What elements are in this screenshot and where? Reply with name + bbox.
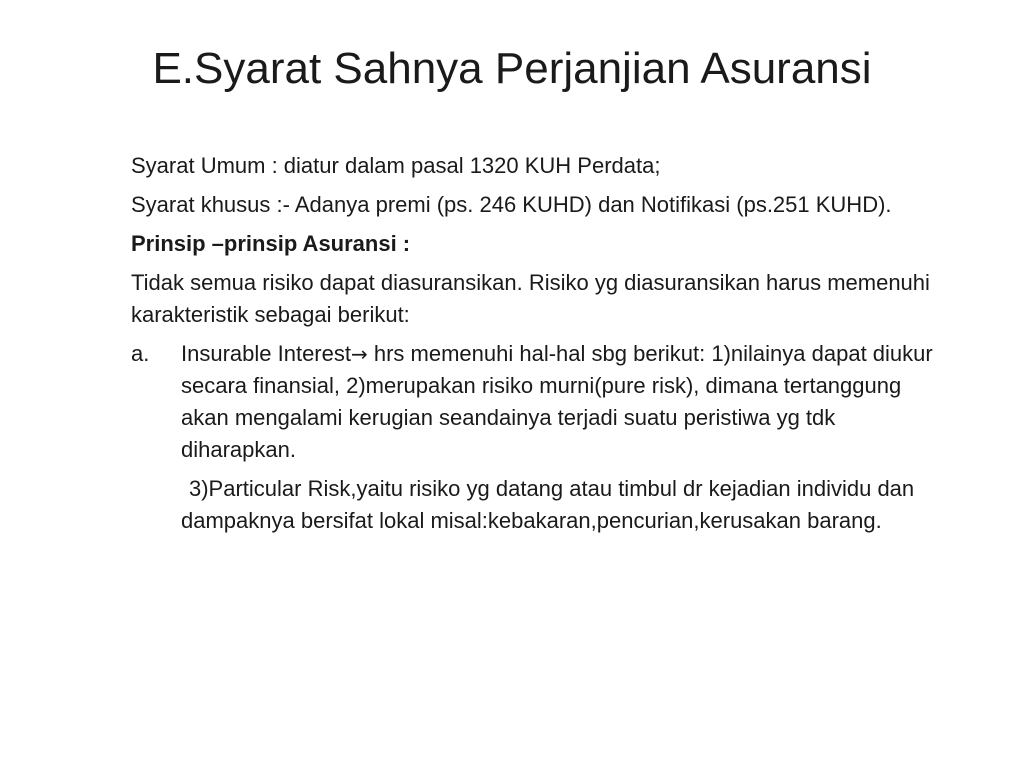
insurable-interest-text: hrs memenuhi hal-hal sbg berikut: 1)nilainya dapat diukur secara finansial, 2)merupakan risiko murni(pure risk), dimana tertanggung akan mengalami kerugian seandainya terjadi suatu peristiwa yg tdk diharapkan. bbox=[181, 341, 933, 462]
particular-risk-text: 3)Particular Risk,yaitu risiko yg datang atau timbul dr kejadian individu dan dampaknya bersifat lokal misal:kebakaran,pencurian,kerusakan barang. bbox=[181, 476, 915, 533]
paragraph-risiko-intro: Tidak semua risiko dapat diasuransikan. Risiko yg diasuransikan harus memenuhi karakteristik sebagai berikut: bbox=[131, 270, 930, 327]
slide-content bbox=[131, 150, 941, 537]
paragraph-syarat-khusus: Syarat khusus :- Adanya premi (ps. 246 KUHD) dan Notifikasi (ps.251 KUHD). bbox=[131, 192, 892, 217]
list-item-insurable-interest bbox=[131, 338, 941, 466]
arrow-right-icon: → bbox=[350, 342, 368, 366]
paragraph-syarat-umum: Syarat Umum : diatur dalam pasal 1320 KUH Perdata; bbox=[131, 153, 661, 178]
slide-title: E.Syarat Sahnya Perjanjian Asuransi bbox=[152, 44, 872, 93]
insurable-interest-term: Insurable Interest bbox=[181, 341, 351, 366]
particular-risk-paragraph bbox=[131, 473, 941, 537]
list-marker: a. bbox=[131, 341, 150, 366]
paragraph-prinsip-heading: Prinsip –prinsip Asuransi : bbox=[131, 231, 411, 256]
